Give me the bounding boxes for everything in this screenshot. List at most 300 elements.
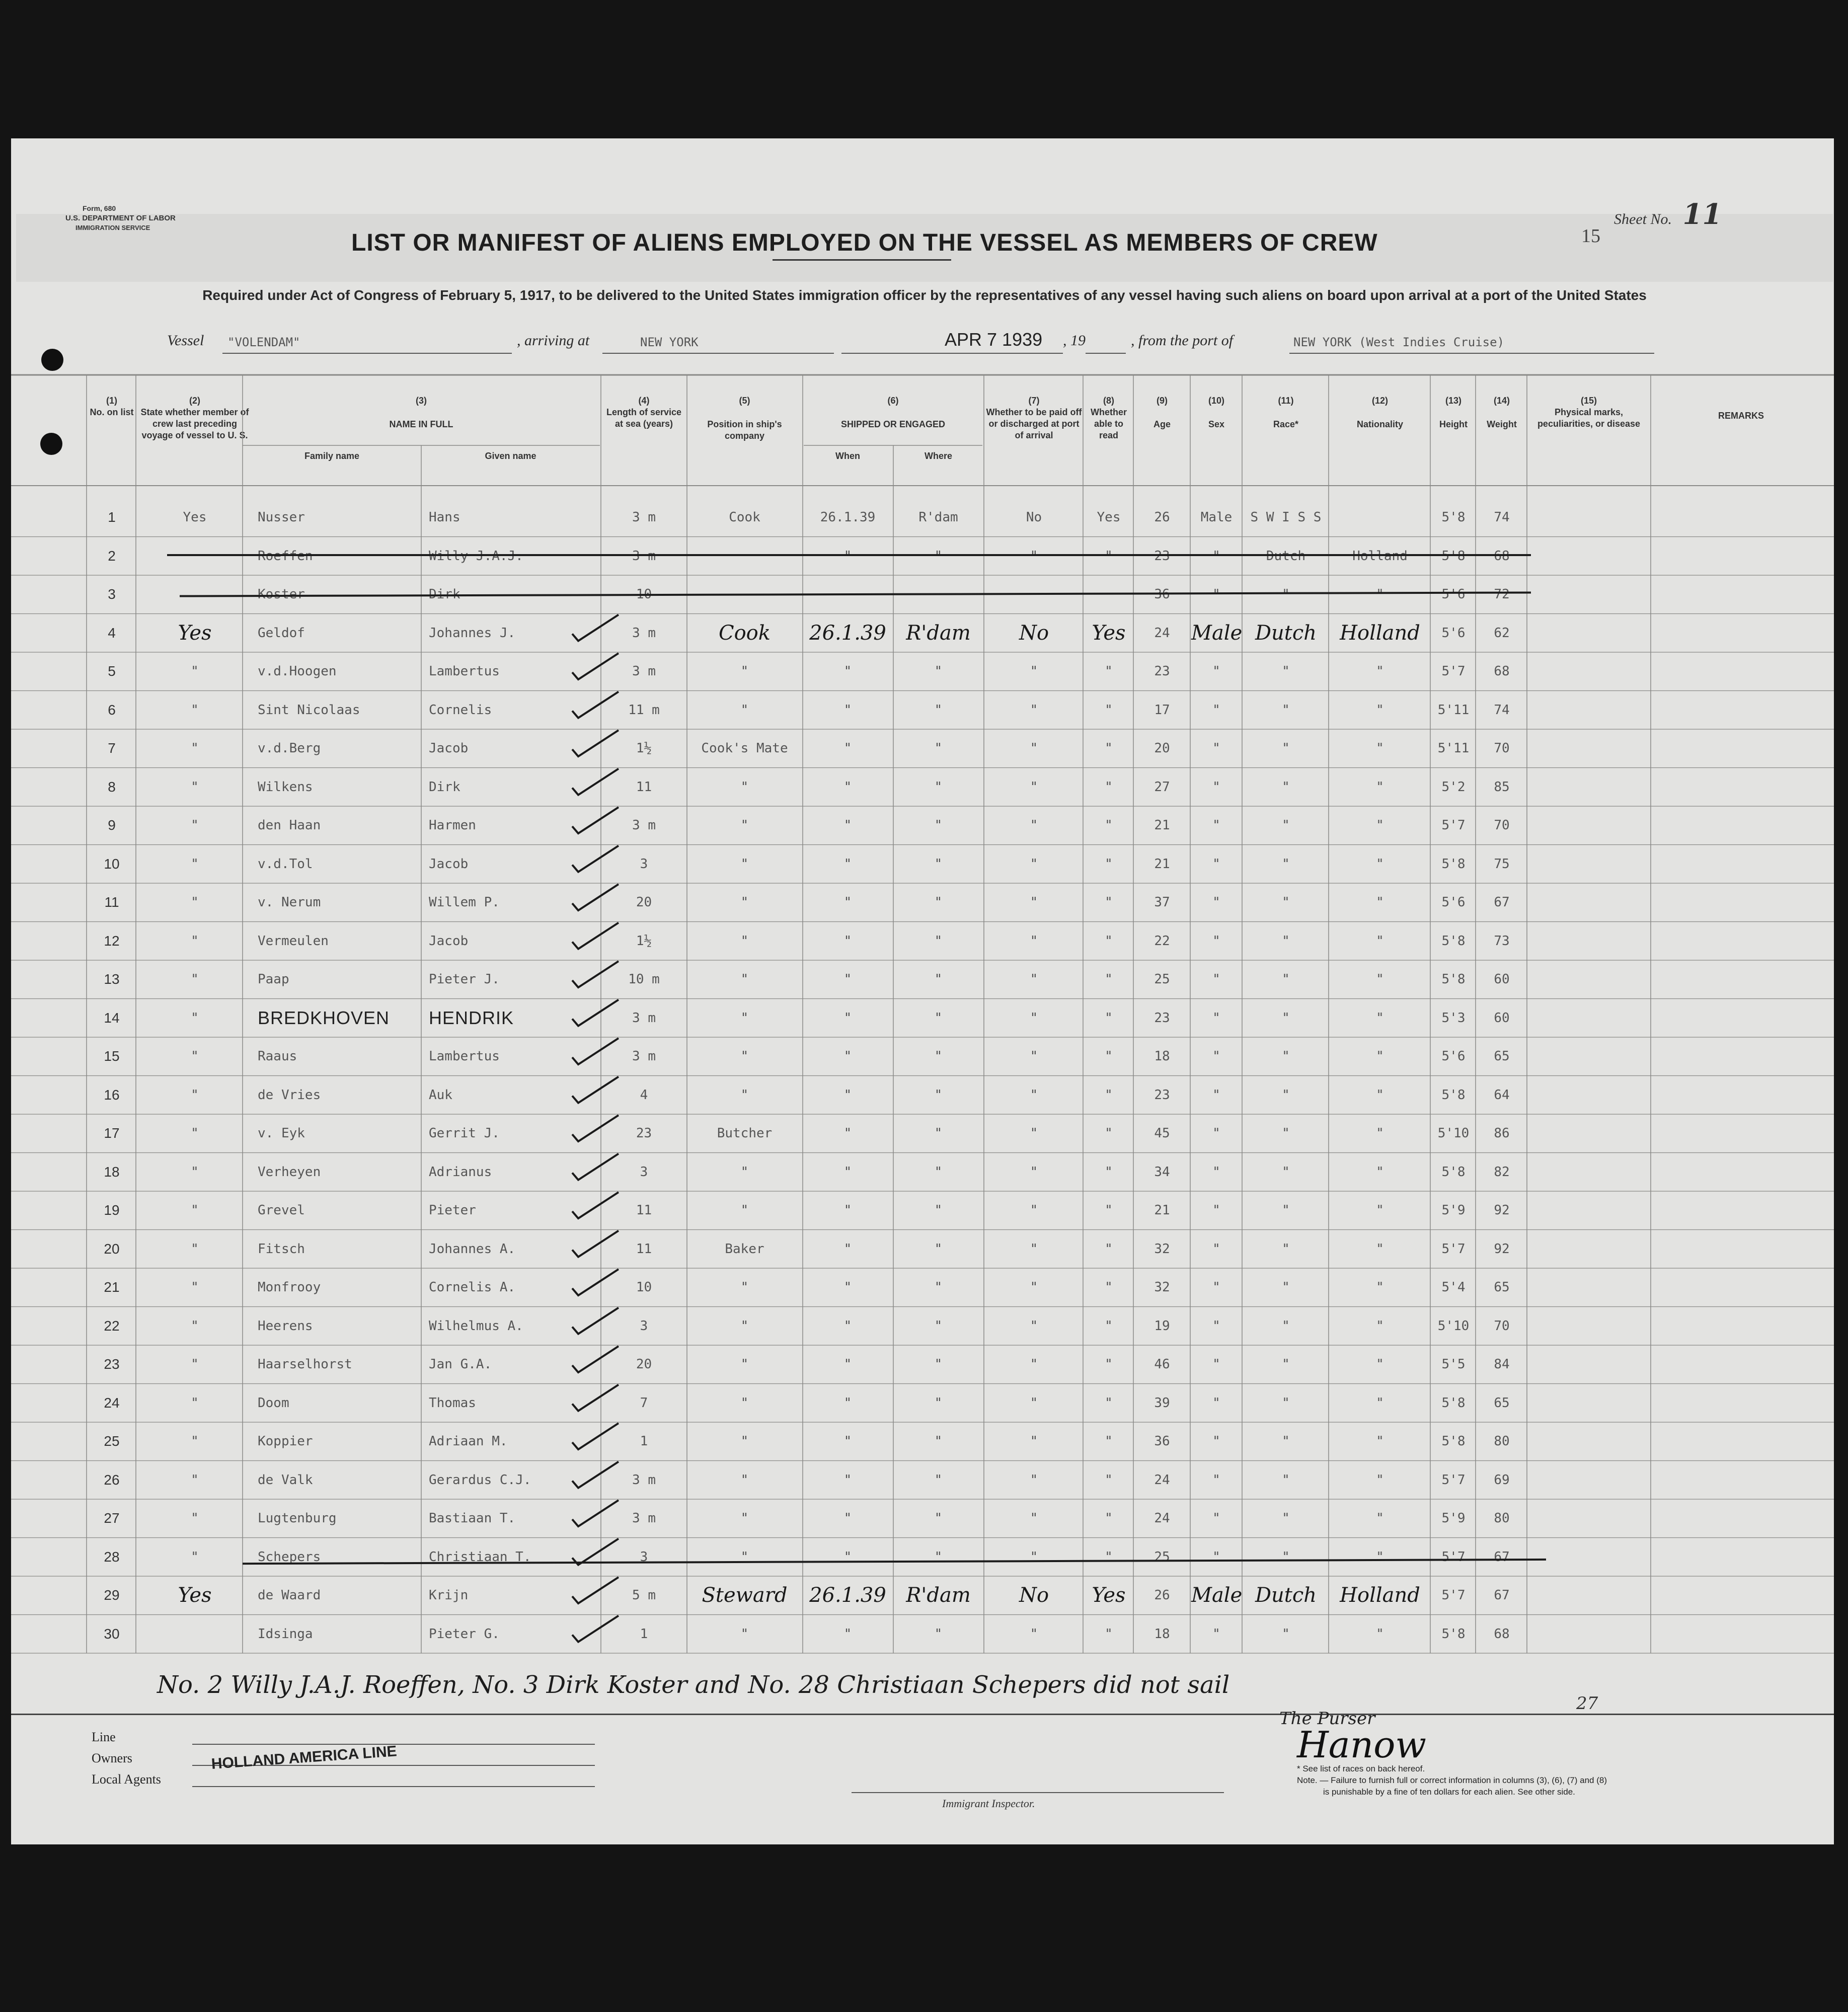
cell-family: Monfrooy [258,1280,321,1295]
cell-sex: " [1212,1049,1220,1064]
cell-where: R'dam [918,510,958,525]
cell-read: " [1105,1126,1113,1141]
cell-service: 7 [640,1395,648,1411]
col-13-header: Height [1439,419,1468,429]
cell-given: Wilhelmus A. [429,1318,523,1334]
cell-sex: Male [1191,1584,1243,1607]
cell-position: Cook [718,621,771,645]
cell-height: 5'8 [1441,548,1466,564]
cell-position: " [740,702,749,718]
cell-family: BREDKHOVEN [258,1007,390,1028]
cell-service: 10 [636,1280,652,1295]
cell-paid: " [1030,1511,1038,1526]
table-row [11,652,1834,691]
local-agents-label: Local Agents [92,1772,161,1787]
cell-family: Schepers [258,1549,321,1565]
cell-prev: " [191,1010,199,1026]
cell-given: Lambertus [429,664,500,679]
date-underline [841,353,1063,354]
cell-sex: " [1212,818,1220,833]
cell-no: 26 [104,1472,120,1488]
cell-given: Auk [429,1087,452,1103]
cell-age: 36 [1154,587,1170,602]
cell-prev: Yes [178,621,212,645]
cell-paid: No [1019,621,1049,645]
cell-no: 15 [104,1048,120,1064]
cell-no: 27 [104,1510,120,1526]
cell-when: " [843,1280,852,1295]
cell-family: Verheyen [258,1164,321,1180]
cell-nationality: " [1376,1395,1384,1411]
table-row [11,1037,1834,1076]
col-6-header: SHIPPED OR ENGAGED [840,419,946,429]
cell-paid: " [1030,1318,1038,1334]
cell-where: " [934,818,943,833]
cell-sex: " [1212,1241,1220,1257]
cell-read: " [1105,1049,1113,1064]
cell-no: 28 [104,1549,120,1565]
cell-given: Jacob [429,741,469,756]
table-row [11,1538,1834,1577]
cell-prev: " [191,1472,199,1488]
cell-nationality: " [1376,1357,1384,1372]
cell-sex: " [1212,1087,1220,1103]
cell-height: 5'3 [1441,1010,1466,1026]
cell-no: 10 [104,856,120,872]
cell-race: " [1282,664,1290,679]
cell-when: " [843,895,852,910]
from-port-underline [1289,353,1654,354]
cell-age: 23 [1154,1087,1170,1103]
cell-height: 5'11 [1437,741,1470,756]
cell-weight: 70 [1494,1318,1510,1334]
table-row [11,1499,1834,1538]
cell-age: 23 [1154,548,1170,564]
table-row [11,1615,1834,1654]
cell-height: 5'11 [1437,702,1470,718]
cell-weight: 67 [1494,1588,1510,1603]
cell-family: v. Nerum [258,895,321,910]
arriving-underline [602,353,834,354]
cell-read: " [1105,1511,1113,1526]
cell-weight: 80 [1494,1511,1510,1526]
table-row [11,806,1834,845]
cell-service: 3 m [632,548,656,564]
cell-read: " [1105,1280,1113,1295]
cell-nationality: " [1376,741,1384,756]
page-title: LIST OR MANIFEST OF ALIENS EMPLOYED ON THE VESSEL AS MEMBERS OF CREW [351,229,1378,256]
cell-sex: " [1212,856,1220,872]
cell-height: 5'9 [1441,1511,1466,1526]
cell-nationality: " [1376,1241,1384,1257]
cell-weight: 62 [1494,625,1510,641]
cell-nationality: " [1376,856,1384,872]
footer-notes [1297,1763,1607,1798]
cell-paid: " [1030,972,1038,987]
cell-family: de Vries [258,1087,321,1103]
table-row [11,1076,1834,1115]
cell-race: Dutch [1255,621,1317,645]
cell-sex: " [1212,702,1220,718]
cell-when: " [843,1472,852,1488]
cell-paid: " [1030,548,1038,564]
cell-where: " [934,1280,943,1295]
cell-race: Dutch [1266,548,1306,564]
cell-paid: " [1030,1434,1038,1449]
year-underline [1086,353,1126,354]
cell-read: " [1105,1164,1113,1180]
cell-where: R'dam [906,1584,971,1607]
cell-height: 5'6 [1441,625,1466,641]
cell-service: 4 [640,1087,648,1103]
cell-where: " [934,741,943,756]
cell-when: " [843,1318,852,1334]
cell-where: " [934,1395,943,1411]
cell-read: " [1105,972,1113,987]
cell-nationality: Holland [1340,1584,1420,1607]
table-row [11,1422,1834,1461]
cell-read: " [1105,702,1113,718]
cell-weight: 80 [1494,1434,1510,1449]
cell-where: " [934,972,943,987]
col-5-header: Position in ship's company [707,419,782,441]
col-6-number: (6) [887,396,899,406]
cell-family: v.d.Hoogen [258,664,337,679]
cell-where: " [934,1511,943,1526]
cell-height: 5'7 [1441,1241,1466,1257]
cell-service: 3 m [632,818,656,833]
cell-age: 24 [1154,1472,1170,1488]
cell-read: " [1105,779,1113,795]
cell-read: " [1105,1395,1113,1411]
cell-sex: " [1212,1126,1220,1141]
col-2-number: (2) [189,396,200,406]
cell-height: 5'8 [1441,1087,1466,1103]
inspector-line [852,1792,1224,1793]
cell-race: " [1282,1626,1290,1642]
cell-weight: 82 [1494,1164,1510,1180]
cell-weight: 74 [1494,510,1510,525]
cell-race: " [1282,1511,1290,1526]
cell-nationality: " [1376,702,1384,718]
cell-sex: Male [1200,510,1233,525]
cell-when: " [843,1241,852,1257]
cell-no: 29 [104,1587,120,1603]
cell-paid: " [1030,1357,1038,1372]
cell-no: 14 [104,1010,120,1026]
owners-label: Owners [92,1751,132,1765]
cell-age: 36 [1154,1434,1170,1449]
cell-service: 3 m [632,1472,656,1488]
cell-race: " [1282,1395,1290,1411]
cell-sex: " [1212,664,1220,679]
cell-nationality: " [1376,1203,1384,1218]
col-2-header: State whether member of crew last preceding voyage of vessel to U. S. [140,407,249,440]
col-3b-header: Given name [485,451,536,461]
cell-no: 12 [104,933,120,949]
cell-paid: No [1026,510,1042,525]
cell-age: 22 [1154,933,1170,949]
cell-position: " [740,1164,749,1180]
cell-weight: 67 [1494,1549,1510,1565]
manifest-sheet [11,138,1834,1844]
cell-weight: 85 [1494,779,1510,795]
cell-weight: 73 [1494,933,1510,949]
cell-height: 5'8 [1441,510,1466,525]
cell-age: 26 [1154,1588,1170,1603]
table-row [11,1114,1834,1153]
cell-where: " [934,702,943,718]
cell-when: 26.1.39 [820,510,876,525]
cell-weight: 60 [1494,972,1510,987]
cell-age: 21 [1154,818,1170,833]
cell-race: Dutch [1255,1584,1317,1607]
table-row [11,1307,1834,1346]
purser-signature: Hanow [1297,1724,1427,1766]
col-3a-header: Family name [304,451,360,461]
cell-race: " [1282,1241,1290,1257]
cell-paid: " [1030,1241,1038,1257]
cell-nationality: " [1376,1549,1384,1565]
cell-service: 11 [636,779,652,795]
table-row [11,845,1834,884]
cell-prev: " [191,1203,199,1218]
cell-paid: " [1030,1126,1038,1141]
cell-age: 46 [1154,1357,1170,1372]
cell-age: 34 [1154,1164,1170,1180]
cell-when: " [843,818,852,833]
cell-paid: " [1030,1280,1038,1295]
cell-service: 3 m [632,1511,656,1526]
cell-race: " [1282,856,1290,872]
cell-nationality: " [1376,818,1384,833]
cell-given: Pieter J. [429,972,500,987]
cell-race: " [1282,702,1290,718]
cell-where: " [934,1549,943,1565]
cell-service: 3 m [632,510,656,525]
cell-service: 1½ [636,933,652,949]
cell-paid: " [1030,702,1038,718]
cell-sex: " [1212,779,1220,795]
cell-service: 1 [640,1626,648,1642]
cell-height: 5'7 [1441,818,1466,833]
cell-weight: 72 [1494,587,1510,602]
cell-where: " [934,1010,943,1026]
cell-age: 21 [1154,856,1170,872]
cell-age: 25 [1154,1549,1170,1565]
cell-given: Cornelis [429,702,492,718]
cell-no: 21 [104,1279,120,1295]
cell-position: " [740,1434,749,1449]
cell-race: " [1282,1164,1290,1180]
cell-height: 5'7 [1441,1472,1466,1488]
cell-given: Gerrit J. [429,1126,500,1141]
cell-weight: 68 [1494,664,1510,679]
cell-where: " [934,548,943,564]
cell-paid: " [1030,1549,1038,1565]
cell-age: 20 [1154,741,1170,756]
cell-race: " [1282,1010,1290,1026]
cell-weight: 92 [1494,1203,1510,1218]
cell-given: Adriaan M. [429,1434,508,1449]
cell-position: " [740,1049,749,1064]
cell-service: 3 m [632,664,656,679]
cell-race: " [1282,779,1290,795]
cell-no: 22 [104,1318,120,1334]
cell-weight: 65 [1494,1395,1510,1411]
col-6a-header: When [835,451,860,461]
cell-given: Thomas [429,1395,476,1411]
cell-position: " [740,1203,749,1218]
cell-height: 5'8 [1441,856,1466,872]
cell-no: 17 [104,1125,120,1141]
cell-height: 5'5 [1441,1357,1466,1372]
cell-prev: " [191,1511,199,1526]
cell-height: 5'8 [1441,1626,1466,1642]
cell-nationality: " [1376,1626,1384,1642]
cell-race: " [1282,587,1290,602]
cell-given: Adrianus [429,1164,492,1180]
cell-height: 5'9 [1441,1203,1466,1218]
cell-prev [137,575,253,613]
cell-prev: " [191,1280,199,1295]
cell-nationality: " [1376,933,1384,949]
cell-service: 3 m [632,1010,656,1026]
cell-where: " [934,779,943,795]
sheet-number-label: Sheet No. [1614,211,1672,227]
cell-read: " [1105,1549,1113,1565]
cell-prev: " [191,1087,199,1103]
cell-sex: " [1212,1280,1220,1295]
vessel-underline [222,353,512,354]
cell-prev: " [191,779,199,795]
cell-no: 18 [104,1164,120,1180]
cell-sex: " [1212,972,1220,987]
arriving-label: , arriving at [517,332,590,349]
col-1-header: No. on list [90,407,134,417]
cell-height: 5'6 [1441,587,1466,602]
cell-prev: " [191,1357,199,1372]
cell-no: 9 [108,817,116,833]
col-4-header: Length of service at sea (years) [606,407,682,429]
table-row [11,498,1834,537]
cell-when: " [843,972,852,987]
cell-paid: " [1030,779,1038,795]
cell-sex: " [1212,1395,1220,1411]
cell-service: 20 [636,895,652,910]
cell-position: " [740,1318,749,1334]
cell-position: " [740,1280,749,1295]
cell-weight: 67 [1494,895,1510,910]
cell-service: 11 m [628,702,660,718]
cell-nationality: Holland [1340,621,1420,645]
cell-height: 5'8 [1441,1164,1466,1180]
cell-paid: No [1019,1584,1049,1607]
cell-read: " [1105,895,1113,910]
cell-read: " [1105,933,1113,949]
cell-height: 5'7 [1441,1549,1466,1565]
form-number: Form, 680 [83,204,116,212]
cell-when: " [843,933,852,949]
cell-family: Lugtenburg [258,1511,337,1526]
cell-when: " [843,1164,852,1180]
cell-family: Wilkens [258,779,313,795]
cell-read: " [1105,1434,1113,1449]
cell-no: 24 [104,1395,120,1411]
col-3-number: (3) [416,396,427,406]
cell-height: 5'8 [1441,972,1466,987]
cell-sex: " [1212,895,1220,910]
cell-given: Hans [429,510,460,525]
cell-no: 20 [104,1241,120,1257]
cell-read: " [1105,548,1113,564]
cell-paid: " [1030,1626,1038,1642]
cell-age: 37 [1154,895,1170,910]
cell-given: Lambertus [429,1049,500,1064]
cell-given: Harmen [429,818,476,833]
cell-given: Christiaan T. [429,1549,531,1565]
cell-height: 5'10 [1437,1318,1470,1334]
cell-read: " [1105,1010,1113,1026]
cell-race: " [1282,972,1290,987]
cell-family: Fitsch [258,1241,305,1257]
cell-when: " [843,1549,852,1565]
cell-nationality: " [1376,1049,1384,1064]
cell-position: Baker [725,1241,764,1257]
cell-no: 25 [104,1433,120,1449]
cell-family: Heerens [258,1318,313,1334]
cell-position: " [740,779,749,795]
table-row [11,1384,1834,1423]
cell-sex: " [1212,1434,1220,1449]
cell-sex: " [1212,1549,1220,1565]
cell-given: Krijn [429,1588,469,1603]
cell-age: 19 [1154,1318,1170,1334]
cell-age: 23 [1154,664,1170,679]
cell-family: v. Eyk [258,1126,305,1141]
cell-family: Paap [258,972,289,987]
cell-given: Johannes J. [429,625,516,641]
cell-paid: " [1030,856,1038,872]
cell-position: " [740,972,749,987]
cell-weight: 65 [1494,1280,1510,1295]
table-row [11,691,1834,730]
table-row [11,1230,1834,1269]
cell-position: " [740,1087,749,1103]
cell-paid: " [1030,741,1038,756]
col-5-number: (5) [739,396,750,406]
col-remarks-header: REMARKS [1718,411,1764,421]
cell-height: 5'8 [1441,1395,1466,1411]
cell-family: v.d.Berg [258,741,321,756]
cell-when: " [843,1511,852,1526]
cell-race: " [1282,1357,1290,1372]
cell-race: " [1282,1087,1290,1103]
cell-prev: " [191,1434,199,1449]
cell-height: 5'6 [1441,895,1466,910]
table-row [11,1345,1834,1384]
year-label: , 19 [1063,332,1086,349]
cell-age: 26 [1154,510,1170,525]
department-name: U.S. DEPARTMENT OF LABOR [65,214,176,222]
cell-age: 45 [1154,1126,1170,1141]
cell-sex: " [1212,1472,1220,1488]
cell-prev: " [191,1549,199,1565]
table-row [11,1153,1834,1192]
cell-service: 3 m [632,625,656,641]
cell-where: " [934,1164,943,1180]
cell-position: Cook's Mate [701,741,788,756]
